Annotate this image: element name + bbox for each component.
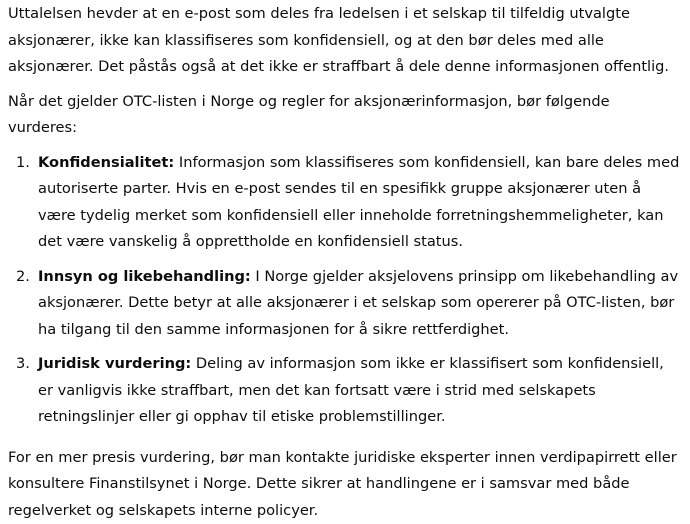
list-number: 1. bbox=[16, 150, 30, 177]
lead-paragraph: Når det gjelder OTC-listen i Norge og regler for aksjonærinformasjon, bør følgende vurderes: bbox=[8, 89, 680, 142]
list-item-text: Deling av informasjon som ikke er klassifisert som konfidensiell, er vanligvis ikke straffbart, men det kan fortsatt være i strid med selskapets retningslinjer eller gi opphav til etiske problemstillinger. bbox=[38, 355, 664, 425]
list-item-text: Informasjon som klassifiseres som konfidensiell, kan bare deles med autoriserte parter. Hvis en e-post sendes til en spesifikk gruppe aksjonærer uten å være tydelig merket som konfidensiell eller inneholde forretningshemmeligheter, kan det være vanskelig å opprettholde en konfidensiell status. bbox=[38, 154, 679, 251]
list-item-title: Konfidensialitet: bbox=[38, 154, 174, 171]
list-item-legal-assessment bbox=[8, 351, 680, 431]
list-number: 2. bbox=[16, 264, 30, 291]
list-item-equal-treatment bbox=[8, 264, 680, 344]
list-item-title: Juridisk vurdering: bbox=[38, 355, 191, 372]
list-item-title: Innsyn og likebehandling: bbox=[38, 268, 251, 285]
list-item-text: I Norge gjelder aksjelovens prinsipp om likebehandling av aksjonærer. Dette betyr at alle aksjonærer i et selskap som opererer på OTC-listen, bør ha tilgang til den samme informasjonen for å sikre rettferdighet. bbox=[38, 268, 678, 338]
list-item-confidentiality bbox=[8, 150, 680, 256]
outro-paragraph: For en mer presis vurdering, bør man kontakte juridiske eksperter innen verdipapirrett eller konsultere Finanstilsynet i Norge. Dette sikrer at handlingene er i samsvar med både regelverket og selskapets interne policyer. bbox=[8, 445, 680, 524]
list-number: 3. bbox=[16, 351, 30, 378]
considerations-list bbox=[8, 150, 680, 431]
intro-paragraph: Uttalelsen hevder at en e-post som deles fra ledelsen i et selskap til tilfeldig utvalgte aksjonærer, ikke kan klassifiseres som konfidensiell, og at den bør deles med alle aksjonærer. Det påstås også at det ikke er straffbart å dele denne informasjonen offentlig. bbox=[8, 1, 680, 81]
